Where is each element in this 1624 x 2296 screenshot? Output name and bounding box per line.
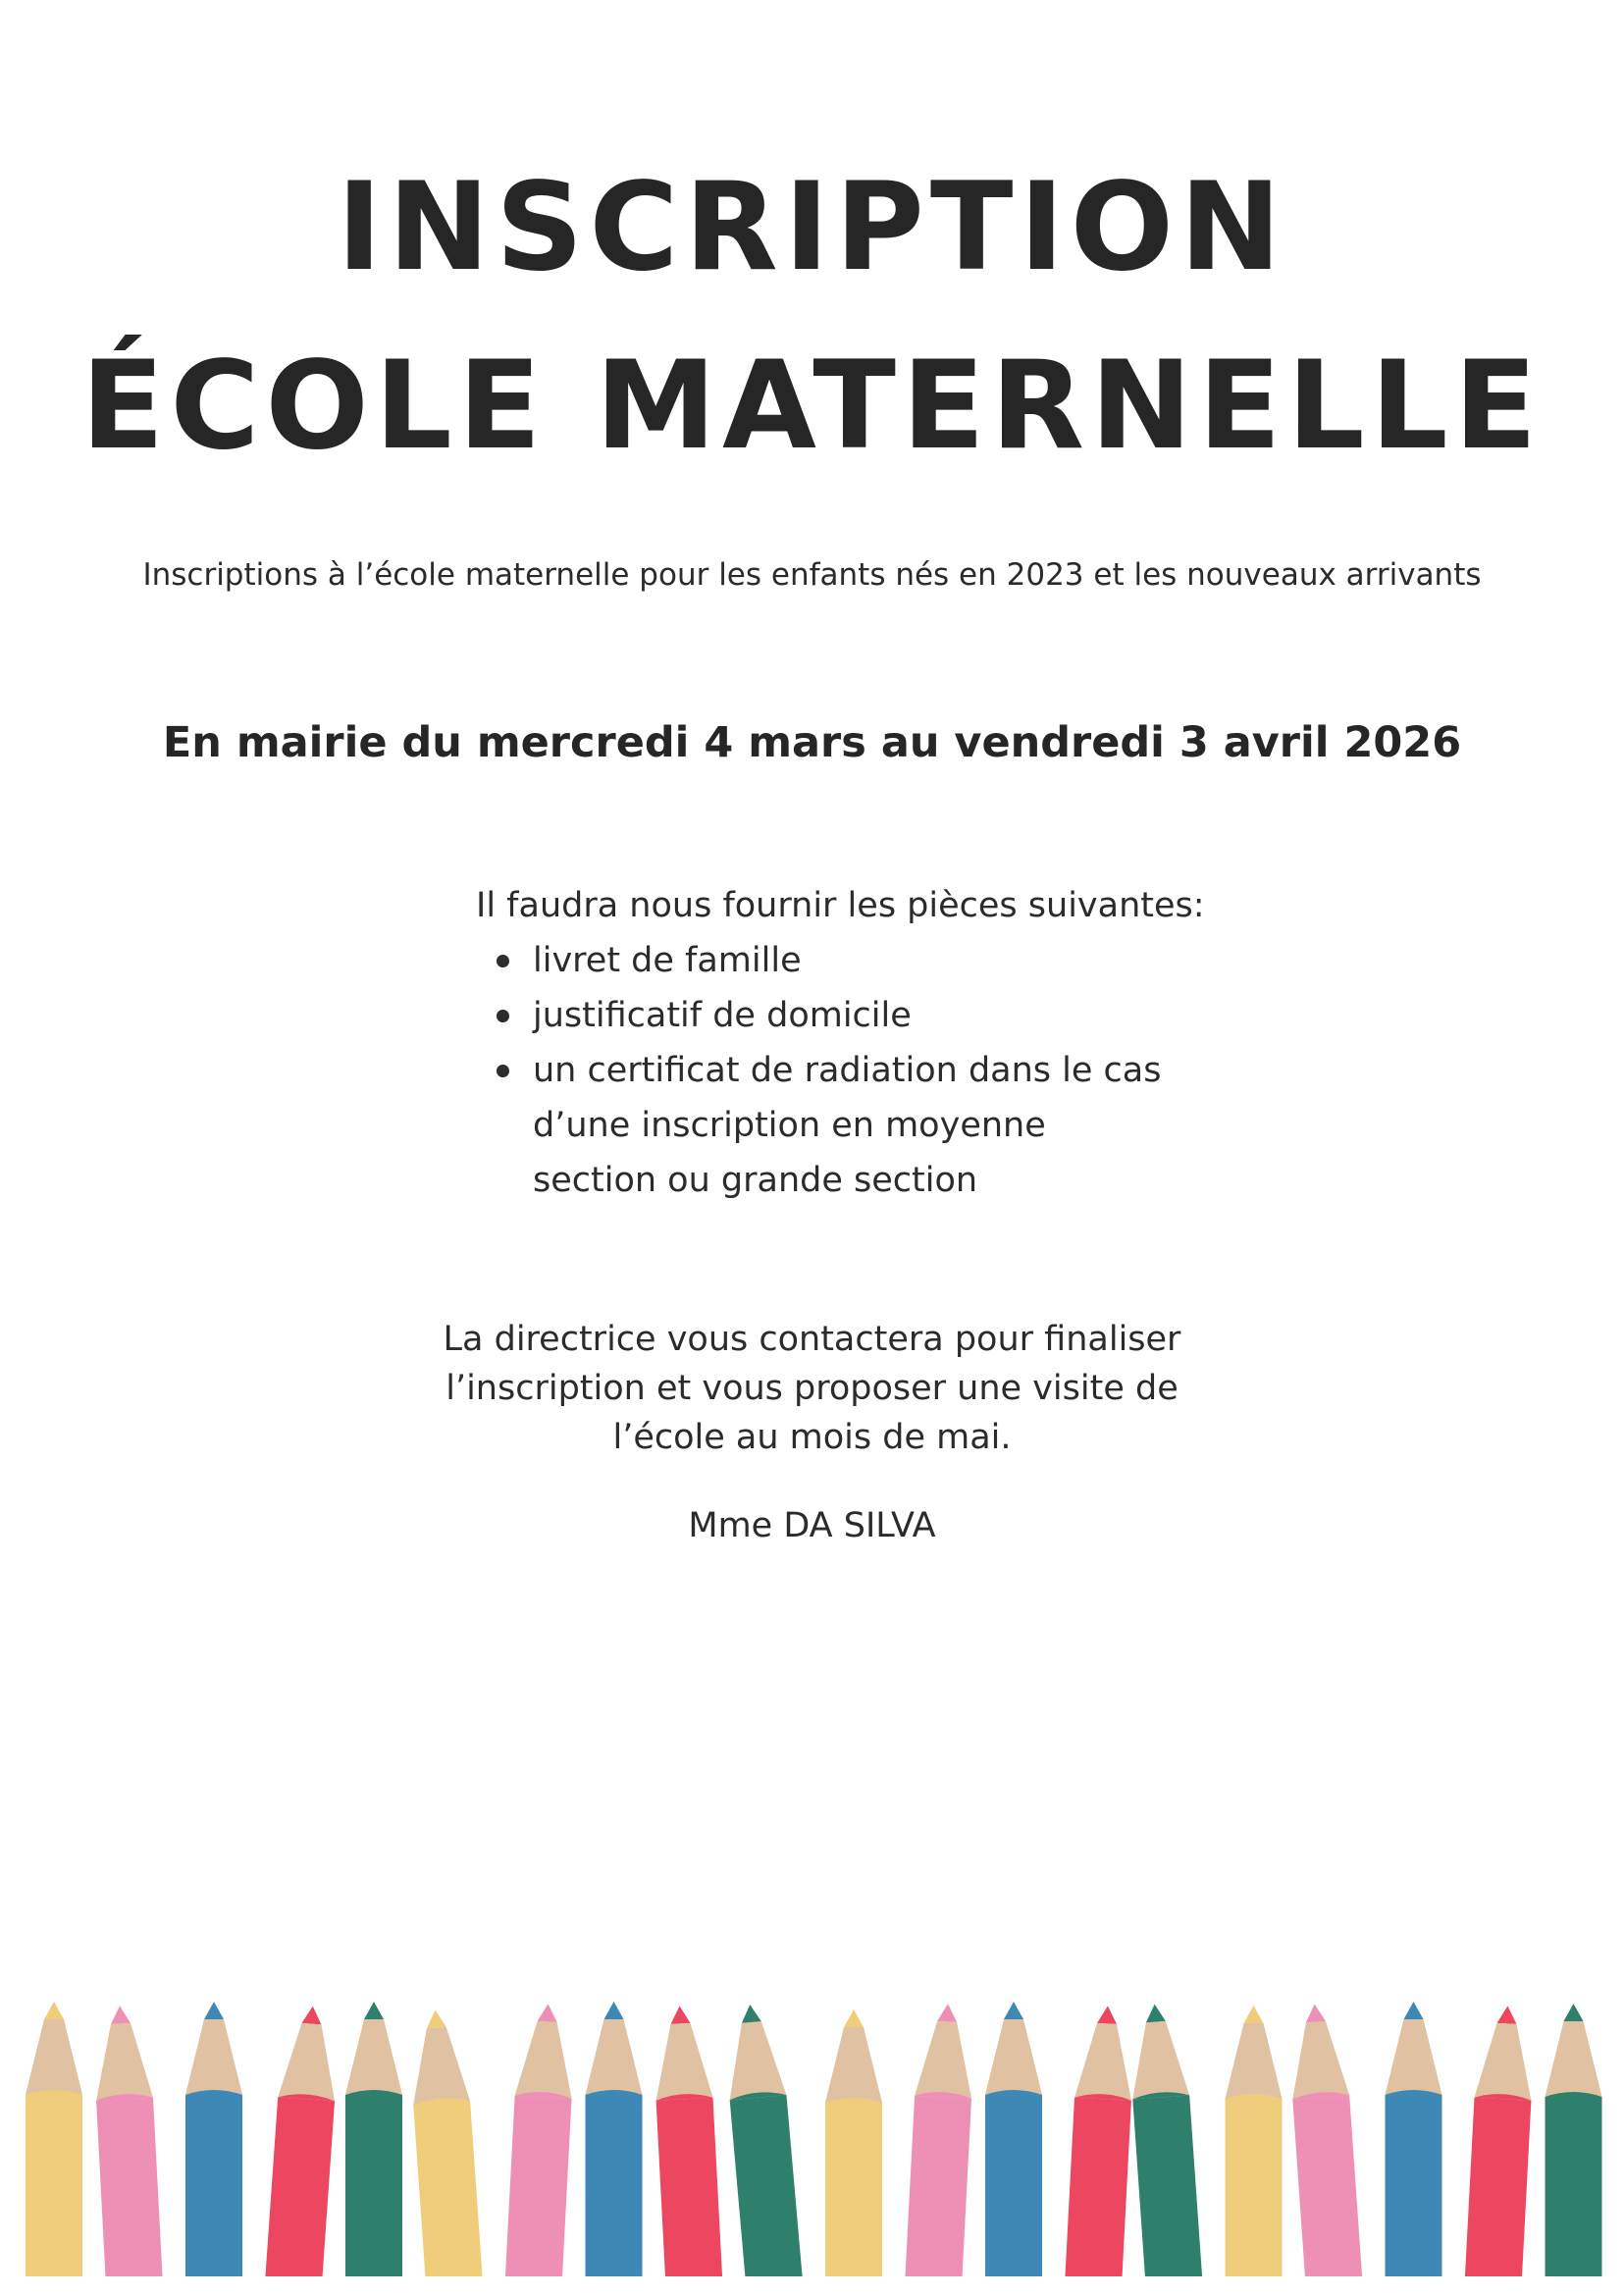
- pencil-icon: [185, 2002, 242, 2276]
- pencil-icon: [26, 2002, 82, 2276]
- pencil-icon: [91, 2005, 163, 2276]
- registration-dates: En mairie du mercredi 4 mars au vendredi 3 avril 2026: [162, 718, 1462, 767]
- pencil-icon: [985, 2002, 1042, 2276]
- pencil-icon: [652, 2005, 723, 2276]
- contact-line: La directrice vous contactera pour finaliser: [443, 1320, 1181, 1359]
- title-line-2: ÉCOLE MATERNELLE: [80, 336, 1544, 477]
- document-item: un certificat de radiation dans le cas d’une inscription en moyenne section ou grande section: [533, 1051, 1162, 1200]
- pencil-icon: [825, 2009, 882, 2276]
- documents-intro: Il faudra nous fournir les pièces suivantes:: [476, 886, 1205, 925]
- document-item: livret de famille: [533, 941, 802, 980]
- pencil-icon: [904, 2003, 976, 2276]
- pencil-icon: [586, 2002, 643, 2276]
- pencil-icon: [1226, 2006, 1283, 2276]
- pencil-icon: [264, 2005, 341, 2276]
- document-item: justificatif de domicile: [533, 996, 912, 1035]
- signature: Mme DA SILVA: [688, 1506, 936, 1545]
- pencil-border-illustration: [0, 1982, 1624, 2276]
- contact-note: [0, 1315, 1624, 1462]
- pencil-icon: [1126, 2003, 1204, 2276]
- required-documents: [476, 878, 1222, 1208]
- bullet-icon: [497, 955, 509, 967]
- contact-line: l’école au mois de mai.: [612, 1418, 1012, 1457]
- title-line-1: INSCRIPTION: [337, 157, 1287, 298]
- contact-line: l’inscription et vous proposer une visite de: [445, 1369, 1179, 1408]
- list-item: [533, 933, 1222, 988]
- pencil-icon: [504, 2003, 577, 2276]
- pencil-icon: [1386, 2002, 1442, 2276]
- list-item: [533, 1043, 1171, 1208]
- pencil-icon: [1064, 2005, 1135, 2276]
- pencil-icon: [407, 2009, 484, 2276]
- bullet-icon: [497, 1065, 509, 1077]
- subtitle: Inscriptions à l’école maternelle pour les enfants nés en 2023 et les nouveaux arrivants: [142, 557, 1482, 593]
- documents-list: [476, 933, 1222, 1208]
- pencil-icon: [345, 2002, 402, 2276]
- pencil-icon: [1464, 2005, 1536, 2276]
- pencil-icon: [1545, 2004, 1602, 2276]
- pencil-icon: [1286, 2003, 1364, 2276]
- list-item: [533, 988, 1222, 1043]
- bullet-icon: [497, 1010, 509, 1022]
- pencil-icon: [721, 2003, 804, 2276]
